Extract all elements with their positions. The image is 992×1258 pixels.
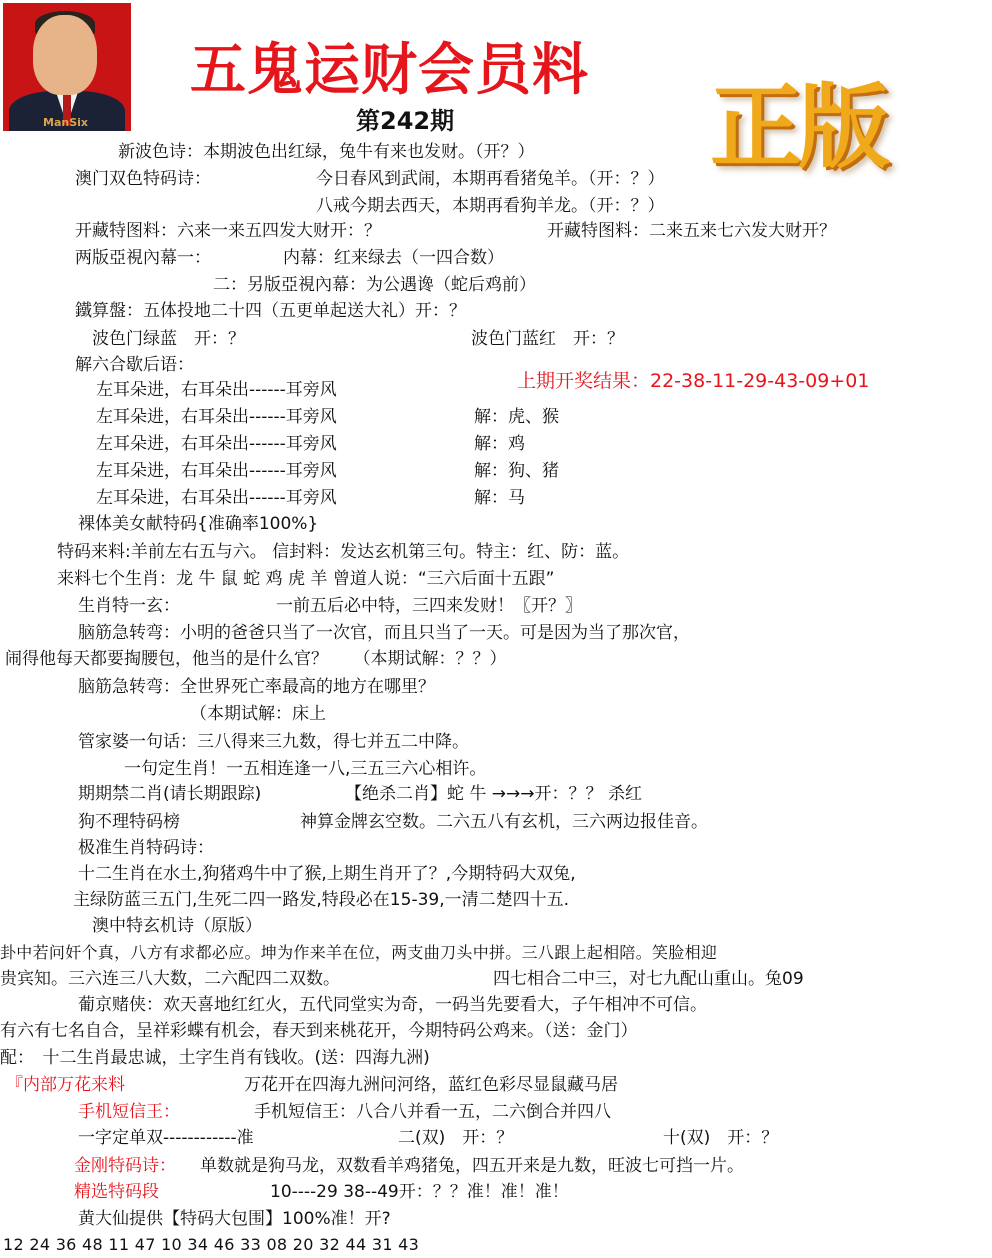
zodiac-mystery-label: 生肖特一玄： — [78, 596, 180, 616]
odd-even-ten: 十(双) 开：？ — [663, 1128, 779, 1148]
riddle-answer-4: 解：狗、猪 — [474, 461, 559, 481]
macau-poem-line2: 八戒今期去西天，本期再看狗羊龙。（开：？） — [316, 196, 665, 216]
mystery-poem-1: 卦中若问奸个真，八方有求都必应。坤为作来羊在位，两支曲刀头中拼。三八跟上起相陪。笑脸相迎 — [0, 943, 718, 962]
last-draw-result: 上期开奖结果：22-38-11-29-43-09+01 — [517, 370, 870, 392]
sms-king-text: 手机短信王：八合八并看一五，二六倒合并四八 — [254, 1102, 611, 1122]
sms-king-label: 手机短信王： — [78, 1102, 180, 1122]
riddle-answer-5: 解：马 — [474, 488, 525, 508]
zodiac-mystery-text: 一前五后必中特，三四来发财！〖开？〗 — [276, 596, 582, 616]
inner-flower-text: 万花开在四海九洲问河络，蓝红色彩尽显鼠藏马居 — [244, 1075, 618, 1095]
special-pic-left: 开藏特图料：六来一来五四发大财开：？ — [75, 221, 381, 241]
mystery-poem-heading: 澳中特玄机诗（原版） — [92, 916, 262, 936]
accurate-zodiac-poem-heading: 极准生肖特码诗： — [78, 838, 214, 858]
special-code-accuracy: 裸体美女献特码{准确率100%} — [78, 514, 319, 534]
mystery-poem-2a: 贵宾知。三六连三八大数，二六配四二双数。 — [0, 969, 340, 989]
housekeeper-quote: 管家婆一句话：三八得来三九数，得七并五二中降。 — [78, 732, 469, 752]
riddle-answer-3: 解：鸡 — [474, 434, 525, 454]
pairing-line: 配： 十二生肖最忠诚，土字生肖有钱收。(送：四海九洲) — [0, 1048, 430, 1068]
vajra-poem-label: 金刚特码诗： — [74, 1156, 176, 1176]
casino-hero-poem: 葡京赌侠：欢天喜地红红火，五代同堂实为奇，一码当先要看大，子午相冲不可信。 — [78, 995, 707, 1015]
macau-poem-label: 澳门双色特码诗： — [75, 169, 211, 189]
brain-teaser-2: 脑筋急转弯：全世界死亡率最高的地方在哪里？ — [78, 677, 435, 697]
riddle-line-2: 左耳朵进，右耳朵出------耳旁风 — [96, 407, 337, 427]
issue-number: 第242期 — [356, 107, 455, 135]
iron-abacus: 鐵算盤：五体投地二十四（五更单起送大礼）开：？ — [75, 301, 466, 321]
photo-brand: ManSix — [43, 116, 88, 129]
mystery-poem-2b: 四七相合二中三，对七九配山重山。兔09 — [493, 969, 804, 989]
selected-range-text: 10----29 38--49开：？？准！准！准！ — [270, 1182, 569, 1202]
wave-door-left: 波色门绿蓝 开：？ — [92, 329, 245, 349]
page-title: 五鬼运财会员料 — [190, 37, 589, 103]
vajra-poem-text: 单数就是狗马龙，双数看羊鸡猪兔，四五开来是九数，旺波七可挡一片。 — [200, 1156, 744, 1176]
wave-color-poem: 新波色诗：本期波色出红绿，兔牛有来也发财。（开？） — [118, 142, 535, 162]
banned-two-label: 期期禁二肖(请长期跟踪) — [78, 784, 262, 804]
number-list: 12 24 36 48 11 47 10 34 46 33 08 20 32 44 31 43 — [3, 1235, 420, 1254]
special-code-source: 特码来料:羊前左右五与六。 信封料：发达玄机第三句。特主：红、防：蓝。 — [57, 542, 630, 562]
dog-chart-text: 神算金牌玄空数。二六五八有玄机，三六两边报佳音。 — [300, 812, 708, 832]
brain-teaser-2-answer: （本期试解：床上 — [190, 704, 326, 724]
wave-door-right: 波色门蓝红 开：？ — [471, 329, 624, 349]
riddle-line-4: 左耳朵进，右耳朵出------耳旁风 — [96, 461, 337, 481]
macau-poem-line1: 今日春风到武闹，本期再看猪兔羊。（开：？） — [316, 169, 665, 189]
brain-teaser-1: 脑筋急转弯：小明的爸爸只当了一次官，而且只当了一天。可是因为当了那次官， — [78, 623, 690, 643]
inner-flower-label: 『内部万花来料 — [6, 1075, 125, 1095]
brain-teaser-1-cont: 闹得他每天都要掏腰包，他当的是什么官？ （本期试解：？？） — [5, 649, 507, 669]
one-sentence-zodiac: 一句定生肖！一五相连逢一八,三五三六心相许。 — [124, 759, 487, 779]
header-photo — [3, 3, 131, 131]
authentic-stamp: 正版 — [710, 73, 887, 181]
riddle-line-1: 左耳朵进，右耳朵出------耳旁风 — [96, 380, 337, 400]
wong-tai-sin-line: 黄大仙提供【特码大包围】100%准！开? — [78, 1209, 391, 1229]
seven-zodiacs: 来料七个生肖：龙 牛 鼠 蛇 鸡 虎 羊 曾道人说：“三六后面十五跟” — [57, 569, 555, 589]
casino-hero-poem-cont: 有六有七名自合，呈祥彩蝶有机会，春天到来桃花开，今期特码公鸡来。（送：金门） — [0, 1021, 638, 1041]
atv-insider-alt: 二：另版亞視內幕：为公遇谗（蛇后鸡前） — [213, 275, 536, 295]
atv-insider-text: 内幕：红来绿去（一四合数） — [283, 248, 504, 268]
accurate-zodiac-poem-2: 主绿防蓝三五门,生死二四一路发,特段必在15-39,一清二楚四十五. — [73, 890, 570, 910]
riddle-heading: 解六合歇后语： — [75, 355, 194, 375]
special-pic-right: 开藏特图料：二来五来七六发大财开？ — [547, 221, 836, 241]
riddle-line-3: 左耳朵进，右耳朵出------耳旁风 — [96, 434, 337, 454]
odd-even-label: 一字定单双------------准 — [78, 1128, 254, 1148]
odd-even-two: 二(双) 开：？ — [398, 1128, 514, 1148]
accurate-zodiac-poem-1: 十二生肖在水土,狗猪鸡牛中了猴,上期生肖开了？,今期特码大双兔, — [78, 864, 576, 884]
riddle-line-5: 左耳朵进，右耳朵出------耳旁风 — [96, 488, 337, 508]
banned-two-text: 【绝杀二肖】蛇 牛 →→→开：？？ 杀红 — [345, 784, 642, 804]
selected-range-label: 精选特码段 — [74, 1182, 159, 1202]
dog-chart-label: 狗不理特码榜 — [78, 812, 180, 832]
atv-insider-label: 两版亞視內幕一： — [75, 248, 211, 268]
riddle-answer-2: 解：虎、猴 — [474, 407, 559, 427]
